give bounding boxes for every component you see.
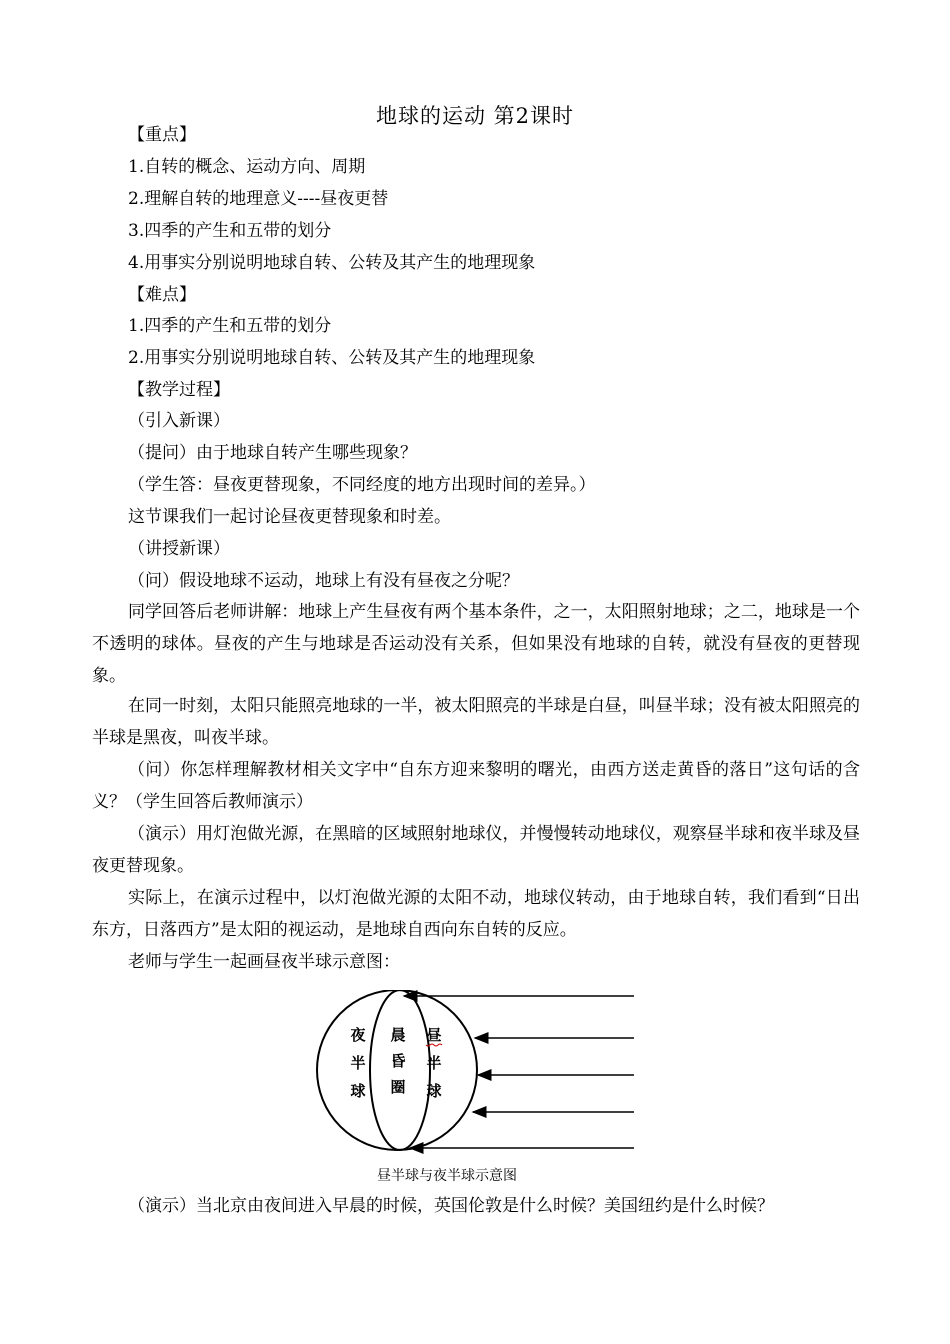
paragraph-2: 在同一时刻，太阳只能照亮地球的一半，被太阳照亮的半球是白昼，叫昼半球；没有被太阳照亮的半球是黑夜，叫夜半球。 [92, 696, 860, 748]
night-label-char-2: 半 [350, 1054, 366, 1072]
night-label-char-1: 夜 [350, 1026, 366, 1044]
day-label-char-2: 半 [426, 1054, 442, 1072]
difficulty-2: 2.用事实分别说明地球自转、公转及其产生的地理现象 [128, 348, 536, 368]
final-line: （演示）当北京由夜间进入早晨的时候，英国伦敦是什么时候？美国纽约是什么时候？ [128, 1196, 774, 1216]
key-point-2: 2.理解自转的地理意义----昼夜更替 [128, 189, 389, 209]
process-heading: 【教学过程】 [128, 380, 230, 400]
page-title: 地球的运动 第2课时 [375, 104, 575, 128]
key-point-4: 4.用事实分别说明地球自转、公转及其产生的地理现象 [128, 253, 536, 273]
paragraph-6: 老师与学生一起画昼夜半球示意图： [128, 952, 400, 972]
difficulty-heading: 【难点】 [128, 285, 196, 305]
night-label-char-3: 球 [350, 1082, 366, 1100]
terminator-ellipse [370, 990, 430, 1150]
day-night-diagram [312, 990, 642, 1190]
diagram-caption: 昼半球与夜半球示意图 [377, 1168, 517, 1184]
day-label-char-3: 球 [426, 1082, 442, 1100]
terminator-label-char-3: 圈 [390, 1078, 406, 1096]
sunlight-arrows [404, 996, 634, 1148]
paragraph-1: 同学回答后老师讲解：地球上产生昼夜有两个基本条件，之一，太阳照射地球；之二，地球是一个不透明的球体。昼夜的产生与地球是否运动没有关系，但如果没有地球的自转，就没有昼夜的更替现象。 [92, 602, 860, 686]
day-label-char-1: 昼 [426, 1026, 442, 1044]
terminator-label-char-1: 晨 [390, 1026, 406, 1044]
paragraph-5: 实际上，在演示过程中，以灯泡做光源的太阳不动，地球仪转动，由于地球自转，我们看到“日出东方，日落西方”是太阳的视运动，是地球自西向东自转的反应。 [92, 888, 860, 940]
paragraph-3: （问）你怎样理解教材相关文字中“自东方迎来黎明的曙光，由西方送走黄昏的落日”这句话的含义？（学生回答后教师演示） [92, 760, 860, 812]
key-points-heading: 【重点】 [128, 125, 196, 145]
paragraph-4: （演示）用灯泡做光源，在黑暗的区域照射地球仪，并慢慢转动地球仪，观察昼半球和夜半球及昼夜更替现象。 [92, 824, 860, 876]
terminator-label-char-2: 昏 [390, 1052, 406, 1070]
process-line-2: （提问）由于地球自转产生哪些现象？ [128, 443, 417, 463]
process-line-1: （引入新课） [128, 411, 230, 431]
key-point-3: 3.四季的产生和五带的划分 [128, 221, 332, 241]
process-line-4: 这节课我们一起讨论昼夜更替现象和时差。 [128, 507, 451, 527]
key-point-1: 1.自转的概念、运动方向、周期 [128, 157, 366, 177]
process-line-6: （问）假设地球不运动，地球上有没有昼夜之分呢？ [128, 571, 519, 591]
earth-circle [317, 990, 477, 1150]
process-line-5: （讲授新课） [128, 539, 230, 559]
process-line-3: （学生答：昼夜更替现象，不同经度的地方出现时间的差异。） [128, 475, 596, 495]
difficulty-1: 1.四季的产生和五带的划分 [128, 316, 332, 336]
